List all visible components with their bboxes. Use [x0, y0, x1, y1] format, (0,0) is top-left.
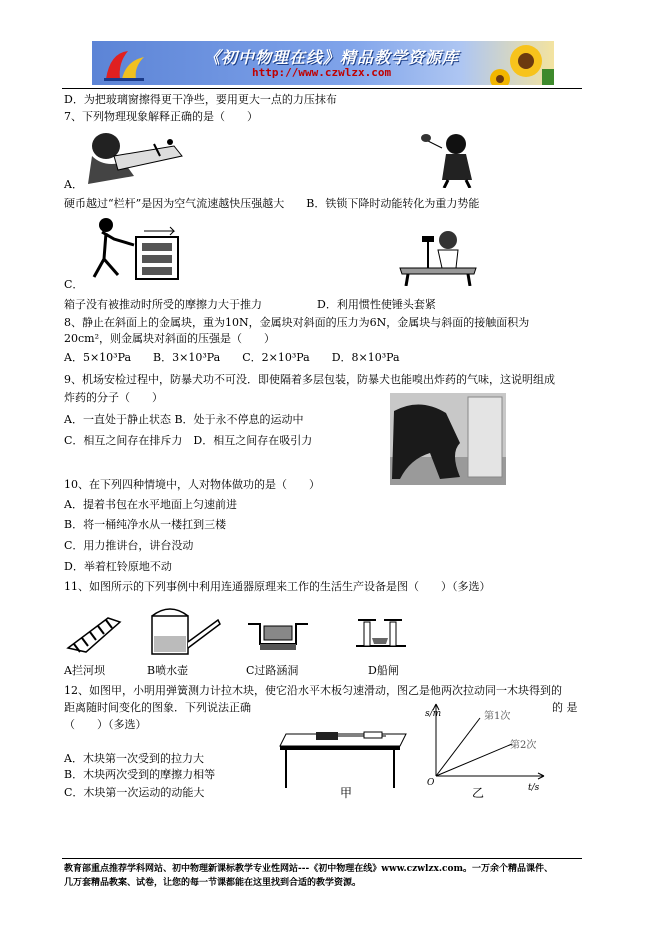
q10-option-d: D．举着杠铃原地不动: [64, 560, 172, 573]
swinging-lock-figure: [418, 126, 482, 188]
q12-option-b: B．木块两次受到的摩擦力相等: [64, 768, 216, 781]
graph-x-label: t/s: [528, 783, 540, 793]
q12-stem-line2-right: 的 是: [552, 701, 578, 714]
q10-option-c: C．用力推讲台，讲台没动: [64, 539, 194, 552]
sunflower-icon: [490, 41, 554, 85]
q9-options-cd: C．相互之间存在排斥力 D．相互之间存在吸引力: [64, 434, 313, 447]
q12-stem-line3: （ ）（多选）: [64, 718, 147, 731]
q7-option-a-label: A．: [64, 178, 83, 191]
footer-line1: 教育部重点推荐学科网站、初中物理新课标教学专业性网站---《初中物理在线》www.czwlzx.com。一万余个精品课件、: [64, 864, 554, 874]
graph-series-first-label: 第1次: [484, 711, 511, 722]
q6-option-d: D．为把玻璃窗擦得更干净些，要用更大一点的力压抹布: [64, 93, 337, 106]
ship-lock-figure: [354, 614, 408, 654]
q11-caption-c: C过路涵洞: [246, 664, 299, 677]
q11-caption-a: A拦河坝: [64, 664, 105, 677]
site-logo-icon: [100, 45, 150, 83]
q9-stem-line2: 炸药的分子（ ）: [64, 391, 163, 404]
banner-title: 《初中物理在线》精品教学资源库: [204, 48, 460, 67]
figure-yi-label: 乙: [472, 786, 485, 800]
q12-stem-line1: 12、如图甲，小明用弹簧测力计拉木块，使它沿水平木板匀速滑动，图乙是他两次拉动同一木块得到的: [64, 684, 562, 697]
q8-options: A．5×10³Pa B．3×10³Pa C．2×10³Pa D．8×10³Pa: [64, 351, 400, 364]
q10-stem: 10、在下列四种情境中，人对物体做功的是（ ）: [64, 478, 320, 491]
pushing-box-figure: [84, 215, 184, 285]
graph-series-first: [436, 718, 480, 776]
banner-url[interactable]: http://www.czwlzx.com: [252, 66, 392, 79]
coin-jump-figure: [74, 126, 184, 186]
q7-option-c-label: C．: [64, 278, 84, 291]
q8-stem-line2: 20cm²，则金属块对斜面的压强是（ ）: [64, 332, 275, 345]
hammer-figure: [398, 228, 478, 286]
q7-options-ab: 硬币越过“栏杆”是因为空气流速越快压强越大 B．铁锁下降时动能转化为重力势能: [64, 197, 480, 210]
q7-stem: 7、下列物理现象解释正确的是（ ）: [64, 110, 258, 123]
q10-option-a: A．提着书包在水平地面上匀速前进: [64, 498, 237, 511]
footer-line2: 几万套精品教案、试卷，让您的每一节课都能在这里找到合适的教学资源。: [64, 878, 362, 888]
q11-caption-d: D船闸: [368, 664, 399, 677]
q7-options-cd: 箱子没有被推动时所受的摩擦力大于推力 D．利用惯性使锤头套紧: [64, 298, 436, 311]
q10-option-b: B．将一桶纯净水从一楼扛到三楼: [64, 518, 227, 531]
figure-jia-label: 甲: [340, 786, 353, 800]
dam-figure: [64, 604, 126, 654]
spring-scale-figure: [276, 724, 416, 790]
graph-series-second-label: 第2次: [510, 740, 537, 751]
q11-caption-b: B喷水壶: [147, 664, 189, 677]
header-banner: [92, 41, 554, 85]
graph-series-second: [436, 744, 512, 776]
q12-option-a: A．木块第一次受到的拉力大: [64, 752, 204, 765]
q9-stem-line1: 9、机场安检过程中，防暴犬功不可没．即使隔着多层包装，防暴犬也能嗅出炸药的气味，这说明组成: [64, 373, 555, 386]
watering-can-figure: [146, 602, 222, 656]
sniffer-dog-photo: [390, 393, 506, 485]
q8-stem-line1: 8、静止在斜面上的金属块，重为10N，金属块对斜面的压力为6N，金属块与斜面的接触面积为: [64, 316, 530, 329]
q11-stem: 11、如图所示的下列事例中利用连通器原理来工作的生活生产设备是图（ ）（多选）: [64, 580, 491, 593]
q9-options-ab: A．一直处于静止状态 B．处于永不停息的运动中: [64, 413, 304, 426]
q12-option-c: C．木块第一次运动的动能大: [64, 786, 205, 799]
culvert-figure: [246, 614, 310, 652]
footer-rule: [62, 858, 582, 859]
header-rule: [62, 88, 582, 89]
graph-y-label: s/m: [425, 709, 442, 719]
graph-origin-label: O: [427, 778, 435, 788]
q12-stem-line2-left: 距离随时间变化的图象．下列说法正确: [64, 701, 251, 714]
